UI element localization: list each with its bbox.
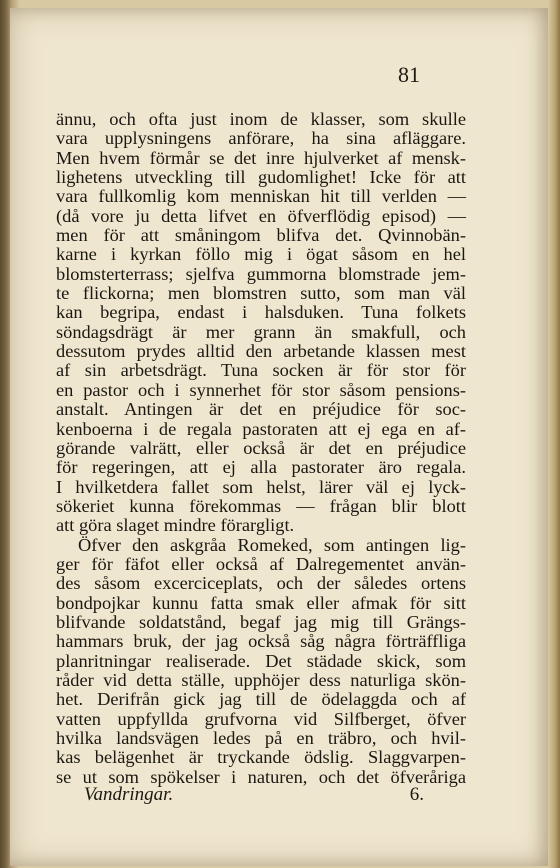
text-line: anstalt. Antingen är det en préjudice för soc- bbox=[56, 399, 466, 420]
book-page bbox=[10, 8, 550, 866]
text-line: dessutom prydes alltid den arbetande klassen mest bbox=[56, 341, 466, 362]
text-line: ännu, och ofta just inom de klasser, som skulle bbox=[56, 109, 466, 129]
text-line: karne i kyrkan föllo mig i ögat såsom en hel bbox=[56, 244, 466, 265]
text-line: af sin arbetsdrägt. Tuna socken är för stor för bbox=[56, 360, 466, 381]
text-line: des såsom excerciceplats, och der således ortens bbox=[56, 573, 466, 594]
text-line: Öfver den askgråa Romeked, som antingen lig- bbox=[78, 534, 466, 555]
text-line: görande valrätt, eller också är det en préjudice bbox=[56, 437, 466, 458]
text-line: sökeriet kunna förekommas — frågan blir blott bbox=[56, 495, 466, 516]
text-line: ger för fäfot eller också af Dalregementet använ- bbox=[56, 553, 466, 574]
text-line: söndagsdrägt är mer grann än smakfull, och bbox=[56, 321, 466, 342]
text-line: vara fullkomlig kom menniskan hit till verlden — bbox=[56, 186, 466, 207]
text-line: hammars bruk, der jag också såg några förträffliga bbox=[56, 631, 466, 652]
text-line: Men hvem förmår se det inre hjulverket af mensk- bbox=[56, 147, 466, 168]
text-line: vara upplysningens anförare, ha sina afläggare. bbox=[56, 128, 466, 149]
text-line: en pastor och i synnerhet för stor såsom pensions- bbox=[56, 379, 466, 400]
text-line: I hvilketdera fallet som helst, lärer väl ej lyck- bbox=[56, 476, 466, 497]
text-line: bondpojkar kunnu fatta smak eller afmak för sitt bbox=[56, 592, 466, 613]
text-line: men för att småningom blifva det. Qvinnobän- bbox=[56, 225, 466, 246]
text-line: för regeringen, att ej alla pastorater äro regala. bbox=[56, 457, 466, 478]
text-line: (då vore ju detta lifvet en öfverflödig episod) — bbox=[56, 205, 466, 226]
text-line: blomsterterrass; sjelfva gummorna blomstrade jem- bbox=[56, 263, 466, 284]
text-line: råder vid detta ställe, upphöjer dess naturliga skön- bbox=[56, 669, 466, 690]
text-line: att göra slaget mindre förargligt. bbox=[56, 515, 295, 536]
page-number: 81 bbox=[398, 62, 420, 87]
body-text bbox=[56, 110, 466, 787]
text-line: se ut som spökelser i naturen, och det öfveråriga bbox=[56, 766, 466, 787]
text-line: kenboerna i de regala pastoraten att ej ega en af- bbox=[56, 418, 466, 439]
text-line: te flickorna; men blomstren sutto, som man väl bbox=[56, 283, 466, 304]
text-line: kas belägenhet är tryckande ödslig. Slaggvarpen- bbox=[56, 747, 466, 768]
text-line: planritningar realiserade. Det städade skick, som bbox=[56, 650, 466, 671]
page-edge bbox=[548, 0, 560, 868]
text-line: hvilka landsvägen ledes på en träbro, och hvil- bbox=[56, 728, 466, 748]
signature-number: 6. bbox=[409, 784, 424, 805]
signature-title: Vandringar. bbox=[84, 784, 174, 805]
text-line: blifvande soldatstånd, begaf jag mig till Grängs- bbox=[56, 611, 466, 632]
text-line: kan begripa, endast i halsduken. Tuna folkets bbox=[56, 302, 466, 323]
text-line: lighetens utveckling till gudomlighet! Icke för att bbox=[56, 167, 466, 188]
text-line: het. Derifrån gick jag till de ödelaggda och af bbox=[56, 689, 466, 710]
text-line: vatten uppfyllda grufvorna vid Silfberget, öfver bbox=[56, 708, 466, 729]
